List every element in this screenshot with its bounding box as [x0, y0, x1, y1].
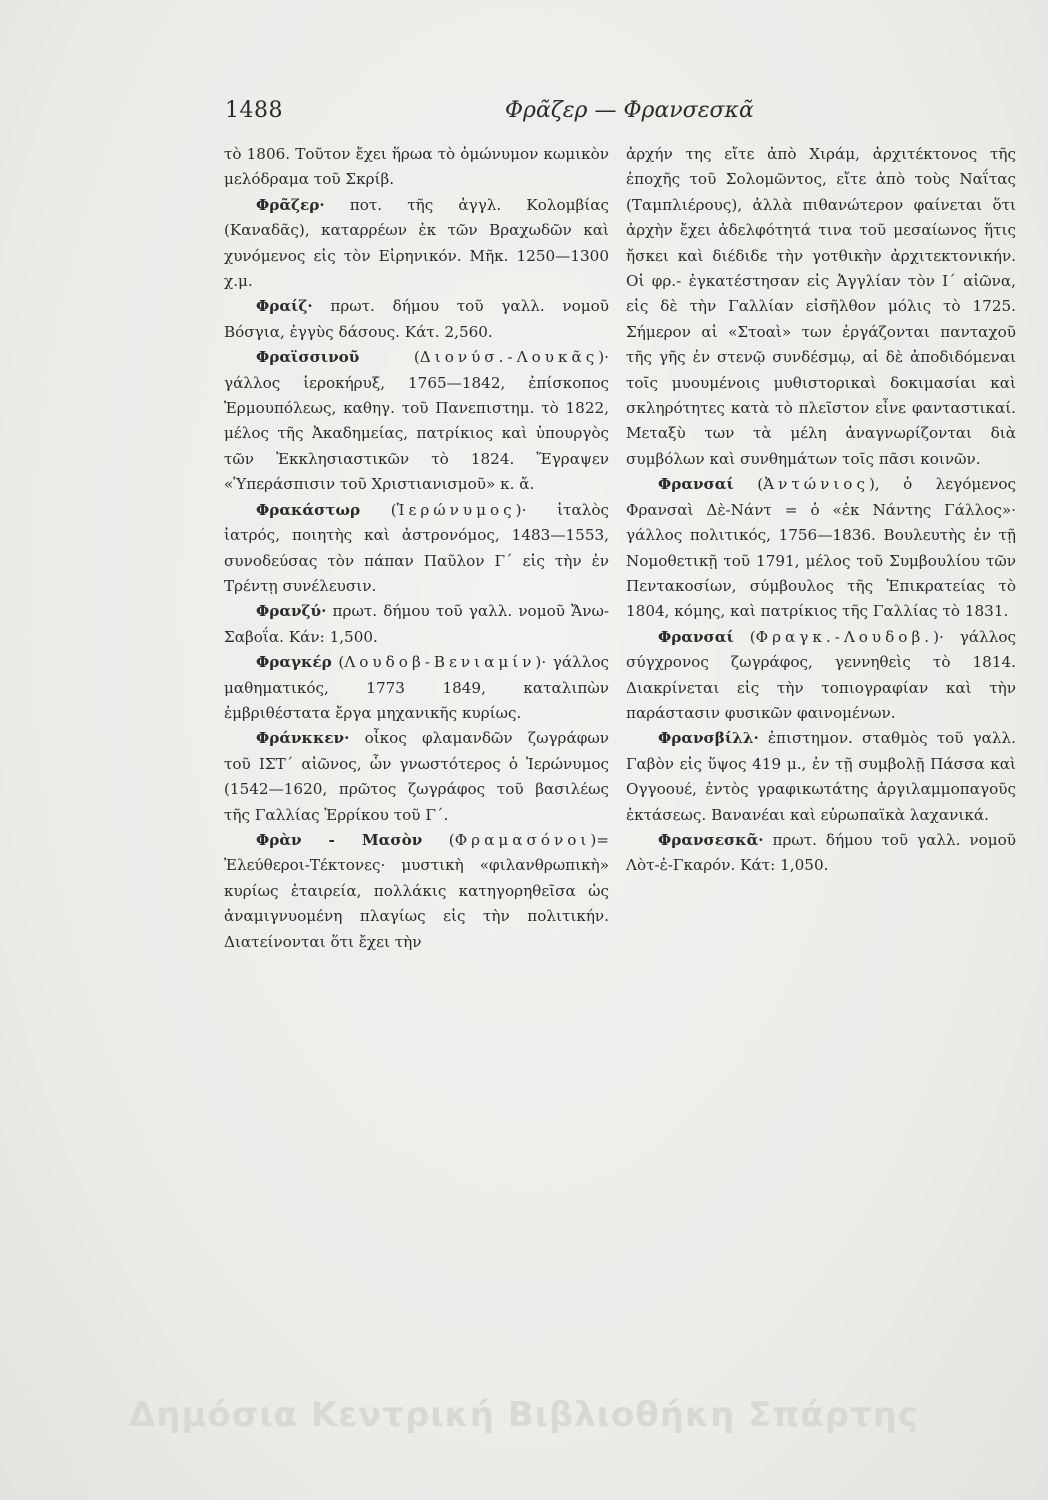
entry-text: πρωτ. δήμου τοῦ γαλλ. νομοῦ Βόσγια, ἐγγὺς δάσους. Κάτ. 2,560. [224, 297, 609, 341]
left-column [224, 142, 609, 955]
left-column-entry: Φραγκέρ (Λουδοβ-Βενιαμίν)· γάλλος μαθηματικός, 1773 1849, καταλιπὼν ἐμβριθέστατα ἔργα μηχανικῆς κυρίως. [224, 653, 609, 722]
right-column [626, 142, 1016, 879]
entry-text: )· γάλλος ἱεροκήρυξ, 1765—1842, ἐπίσκοπος Ἑρμουπόλεως, καθηγ. τοῦ Πανεπιστημ. τὸ 1822, μέλος τῆς Ἀκαδημείας, πατρίκιος καὶ ὑπουργὸς τῶν Ἐκκλησιαστικῶν τὸ 1824. Ἔγραψεν «Ὑπεράσπισιν τοῦ Χριστιανισμοῦ» κ. ἄ. [224, 348, 609, 494]
entry-spaced-name: Ἱερώνυμος [396, 500, 516, 519]
entry-headword: Φρανσβίλλ· [658, 729, 759, 748]
entry-text: )= Ἐλεύθεροι-Τέκτονες· μυστικὴ «φιλανθρωπικὴ» κυρίως ἑταιρεία, πολλάκις κατηγορηθεῖσα ὡς ἀναμιγνυομένη πλαγίως εἰς τὴν πολιτικήν. Διατείνονται ὅτι ἔχει τὴν [224, 830, 609, 951]
entry-headword: Φραγκέρ [256, 653, 332, 672]
entry-text: ), ὁ λεγόμενος Φρανσαὶ Δὲ-Νάντ = ὁ «ἐκ Νάντης Γάλλος»· γάλλος πολιτικός, 1756—1836. Βουλευτὴς ἐν τῇ Νομοθετικῇ τοῦ 1791, μέλος τοῦ Συμβουλίου τῶν Πεντακοσίων, σύμβουλος τῆς Ἐπικρατείας τὸ 1804, κόμης, καὶ πατρίκιος τῆς Γαλλίας τὸ 1831. [626, 475, 1016, 621]
entry-spaced-name: Λουδοβ-Βενιαμίν [344, 653, 536, 672]
entry-headword: Φρανσεσκᾶ· [658, 830, 764, 849]
entry-spaced-name: Φραγκ.-Λουδοβ. [755, 627, 934, 646]
entry-headword: Φρανσαί [658, 475, 734, 494]
left-column-entry [224, 599, 609, 650]
left-column-entry: Φρακάστωρ (Ἱερώνυμος)· ἰταλὸς ἰατρός, ποιητὴς καὶ ἀστρονόμος, 1483—1553, συνοδεύσας τὸν πάπαν Παῦλον Γ΄ εἰς τὴν ἐν Τρέντῃ συνέλευσιν. [224, 500, 609, 595]
entry-text: ἀρχήν της εἴτε ἀπὸ Χιράμ, ἀρχιτέκτονος τῆς ἐποχῆς τοῦ Σολομῶντος, εἴτε ἀπὸ τοὺς Ναΐτας (Ταμπλιέρους), ἀλλὰ πιθανώτερον φαίνεται ὅτι ἀρχὴν ἔχει ἀδελφότητά τινα τοῦ μεσαίωνος ἥτις ἤσκει καὶ διέδιδε τὴν γοτθικὴν ἀρχιτεκτονικήν. Οἱ φρ.- ἐγκατέστησαν εἰς Ἀγγλίαν τὸν Ι΄ αἰῶνα, εἰς δὲ τὴν Γαλλίαν εἰσῆλθον μόλις τὸ 1725. Σήμερον αἱ «Στοαὶ» των ἐργάζονται πανταχοῦ τῆς γῆς ἐν στενῷ συνδέσμῳ, αἱ δὲ ἀποδιδόμεναι τοῖς μυουμένοις μυθιστορικαὶ δοκιμασίαι καὶ σκληρότητες κατὰ τὸ πλεῖστον εἶνε φανταστικαί. Μεταξὺ των τὰ μέλη ἀναγνωρίζονται διὰ συμβόλων καὶ συνθημάτων τοῖς πᾶσι κοινῶν. [626, 145, 1016, 468]
entry-spaced-name: Φραμασόνοι [454, 830, 591, 849]
right-column-entry [626, 726, 1016, 828]
entry-text: τὸ 1806. Τοῦτον ἔχει ἥρωα τὸ ὁμώνυμον κωμικὸν μελόδραμα τοῦ Σκρίβ. [224, 145, 609, 189]
entry-headword: Φρακάστωρ [256, 500, 361, 519]
right-column-entry: Φρανσαί (Ἀντώνιος), ὁ λεγόμενος Φρανσαὶ Δὲ-Νάντ = ὁ «ἐκ Νάντης Γάλλος»· γάλλος πολιτικός, 1756—1836. Βουλευτὴς ἐν τῇ Νομοθετικῇ τοῦ 1791, μέλος τοῦ Συμβουλίου τῶν Πεντακοσίων, σύμβουλος τῆς Ἐπικρατείας τὸ 1804, κόμης, καὶ πατρίκιος τῆς Γαλλίας τὸ 1831. [626, 475, 1016, 621]
entry-headword: Φρανζύ· [256, 602, 327, 621]
running-head: Φρᾶζερ — Φρανσεσκᾶ [505, 98, 754, 123]
library-watermark: Δημόσια Κεντρική Βιβλιοθήκη Σπάρτης [129, 1395, 919, 1435]
entry-headword: Φρᾶζερ· [256, 195, 325, 214]
left-column-entry [224, 726, 609, 828]
left-column-entry [224, 193, 609, 295]
left-column-entry [224, 294, 609, 345]
page-number: 1488 [225, 98, 283, 123]
entry-text: ποτ. τῆς ἀγγλ. Κολομβίας (Καναδᾶς), καταρρέων ἐκ τῶν Βραχωδῶν καὶ χυνόμενος εἰς τὸν Εἰρηνικόν. Μῆκ. 1250—1300 χ.μ. [224, 195, 609, 291]
entry-spaced-name: Ἀντώνιος [763, 475, 869, 494]
left-column-entry [224, 142, 609, 193]
page-header [225, 98, 825, 138]
entry-headword: Φρανσαί [658, 627, 734, 646]
entry-text: πρωτ. δήμου τοῦ γαλλ. νομοῦ Ἄνω-Σαβοΐα. Κάν: 1,500. [224, 602, 609, 646]
right-column-entry [626, 828, 1016, 879]
entry-headword: Φράνκκεν· [256, 729, 350, 748]
left-column-entry: Φρὰν - Μασὸν (Φραμασόνοι)= Ἐλεύθεροι-Τέκτονες· μυστικὴ «φιλανθρωπικὴ» κυρίως ἑταιρεία, πολλάκις κατηγορηθεῖσα ὡς ἀναμιγνυομένη πλαγίως εἰς τὴν πολιτικήν. Διατείνονται ὅτι ἔχει τὴν [224, 830, 609, 951]
right-column-entry: Φρανσαί (Φραγκ.-Λουδοβ.)· γάλλος σύγχρονος ζωγράφος, γεννηθεὶς τὸ 1814. Διακρίνεται εἰς τὴν τοπιογραφίαν καὶ τὴν παράστασιν φυσικῶν φαινομένων. [626, 627, 1016, 722]
entry-headword: Φραϊσσινοῦ [256, 348, 360, 367]
entry-headword: Φραίζ· [256, 297, 313, 316]
entry-headword: Φρὰν - Μασὸν [256, 830, 423, 849]
entry-spaced-name: Διονύσ.-Λουκᾶς [419, 348, 599, 367]
entry-text: )· γάλλος σύγχρονος ζωγράφος, γεννηθεὶς τὸ 1814. Διακρίνεται εἰς τὴν τοπιογραφίαν καὶ τὴν παράστασιν φυσικῶν φαινομένων. [626, 627, 1016, 722]
entry-text: οἶκος φλαμανδῶν ζωγράφων τοῦ ΙΣΤ΄ αἰῶνος, ὧν γνωστότερος ὁ Ἱερώνυμος (1542—1620, πρῶτος ζωγράφος τοῦ βασιλέως τῆς Γαλλίας Ἑρρίκου τοῦ Γ΄. [224, 729, 609, 824]
right-column-entry [626, 142, 1016, 472]
left-column-entry: Φραϊσσινοῦ (Διονύσ.-Λουκᾶς)· γάλλος ἱεροκήρυξ, 1765—1842, ἐπίσκοπος Ἑρμουπόλεως, καθηγ. τοῦ Πανεπιστημ. τὸ 1822, μέλος τῆς Ἀκαδημείας, πατρίκιος καὶ ὑπουργὸς τῶν Ἐκκλησιαστικῶν τὸ 1824. Ἔγραψεν «Ὑπεράσπισιν τοῦ Χριστιανισμοῦ» κ. ἄ. [224, 348, 609, 494]
entry-text: ἐπιστημον. σταθμὸς τοῦ γαλλ. Γαβὸν εἰς ὕψος 419 μ., ἐν τῇ συμβολῇ Πάσσα καὶ Ογγοουέ, ἐντὸς γραφικωτάτης ἀργιλαμμοπαγοῦς ἐκτάσεως. Βανανέαι καὶ εὐρωπαϊκὰ λαχανικά. [626, 729, 1016, 824]
entry-text: )· ἰταλὸς ἰατρός, ποιητὴς καὶ ἀστρονόμος, 1483—1553, συνοδεύσας τὸν πάπαν Παῦλον Γ΄ εἰς τὴν ἐν Τρέντῃ συνέλευσιν. [224, 500, 609, 595]
entry-text: )· γάλλος μαθηματικός, 1773 1849, καταλιπὼν ἐμβριθέστατα ἔργα μηχανικῆς κυρίως. [224, 653, 609, 722]
entry-text: πρωτ. δήμου τοῦ γαλλ. νομοῦ Λὸτ-ἐ-Γκαρόν. Κάτ: 1,050. [626, 830, 1016, 875]
